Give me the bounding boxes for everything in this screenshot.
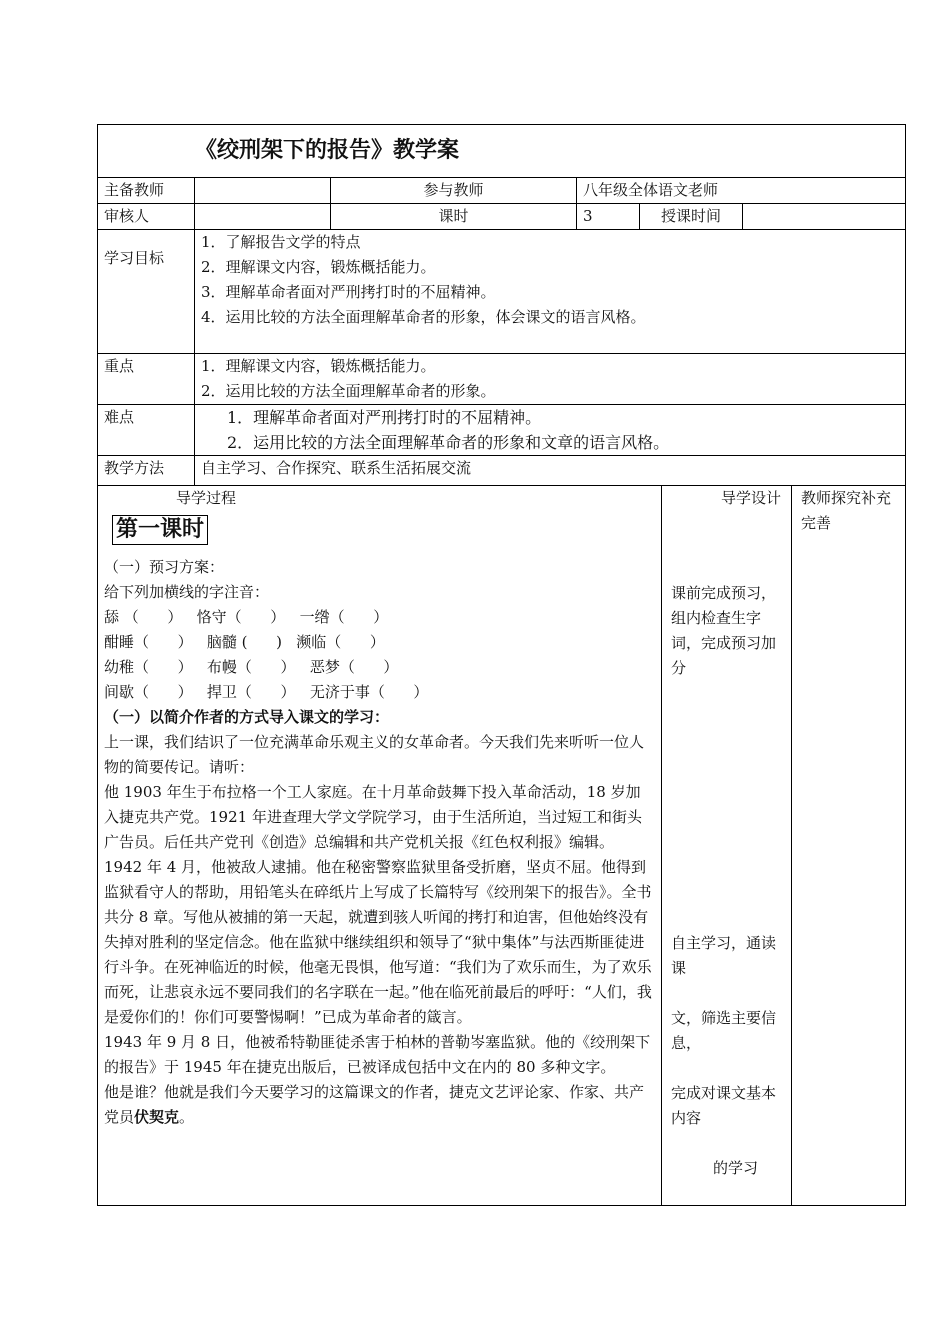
difficulty-item: 2．运用比较的方法全面理解革命者的形象和文章的语言风格。 [227, 433, 670, 452]
paragraph: 1943 年 9 月 8 日，他被希特勒匪徒杀害于柏林的普勒岑塞监狱。他的《绞刑架下的报告》于 1945 年在捷克出版后，已被译成包括中文在内的 80 多种文字。 [104, 1033, 651, 1076]
label-objectives: 学习目标 [98, 230, 195, 354]
author-name: 伏契克 [134, 1108, 180, 1126]
section-title: （一）以简介作者的方式导入课文的学习： [104, 708, 390, 726]
main-teacher-value [195, 178, 331, 204]
label-time: 授课时间 [640, 204, 743, 230]
paragraph-last [104, 1080, 655, 1130]
label-hours: 课时 [331, 204, 577, 230]
pinyin-line: 舔 （ ） 恪守（ ） 一绺（ ） [104, 608, 389, 626]
teacher-column [792, 486, 906, 1206]
paragraph: 他 1903 年生于布拉格一个工人家庭。在十月革命鼓舞下投入革命活动，18 岁加入捷克共产党。1921 年进查理大学文学院学习，由于生活所迫，当过短工和街头广告员。后任共产党刊《创造》总编辑和共产党机关报《红色权利报》编辑。 [104, 783, 642, 851]
key-point-item: 2．运用比较的方法全面理解革命者的形象。 [201, 382, 496, 400]
paragraph: 1942 年 4 月，他被敌人逮捕。他在秘密警察监狱里备受折磨，坚贞不屈。他得到监狱看守人的帮助，用铅笔头在碎纸片上写成了长篇特写《绞刑架下的报告》。全书共分 8 章。写他从被捕的第一天起，就遭到骇人听闻的拷打和迫害，但他始终没有失掉对胜利的坚定信念。他在监狱中继续组织和领导了“狱中集体”与法西斯匪徒进行斗争。在死神临近的时候，他毫无畏惧，他写道：“我们为了欢乐而生，为了欢乐而死，让悲哀永远不要同我们的名字联在一起。”他在临死前最后的呼吁：“人们，我是爱你们的！你们可要警惕啊！”已成为革命者的箴言。 [104, 858, 652, 1026]
key-point-item: 1．理解课文内容，锻炼概括能力。 [201, 357, 436, 375]
paragraph: 上一课，我们结识了一位充满革命乐观主义的女革命者。今天我们先来听听一位人物的简要传记。请听： [104, 733, 645, 776]
objective-item: 1．了解报告文学的特点 [201, 233, 361, 251]
objective-item: 2．理解课文内容，锻炼概括能力。 [201, 258, 436, 276]
label-participants: 参与教师 [331, 178, 577, 204]
label-difficulties: 难点 [98, 405, 195, 456]
process-table [97, 485, 906, 1206]
design-note: 的学习 [713, 1159, 759, 1177]
pinyin-intro: 给下列加横线的字注音： [104, 583, 270, 601]
last-para-suffix: 。 [179, 1108, 195, 1126]
pinyin-line: 酣睡（ ） 脑髓 ( ) 濒临（ ） [104, 633, 385, 651]
hours-value: 3 [577, 204, 640, 230]
design-note: 完成对课文基本内容 [671, 1084, 777, 1127]
process-column [98, 486, 662, 1206]
objective-item: 4．运用比较的方法全面理解革命者的形象，体会课文的语言风格。 [201, 308, 646, 326]
preview-title: （一）预习方案： [104, 558, 225, 576]
design-note: 自主学习，通读课 [671, 934, 777, 977]
process-header: 导学过程 [176, 489, 237, 507]
label-methods: 教学方法 [98, 456, 195, 486]
design-header: 导学设计 [720, 489, 781, 507]
teacher-header: 教师探究补充完善 [801, 489, 892, 532]
reviewer-value [195, 204, 331, 230]
label-main-teacher: 主备教师 [98, 178, 195, 204]
participants-value: 八年级全体语文老师 [577, 178, 906, 204]
time-value [743, 204, 906, 230]
design-note: 文，筛选主要信息， [671, 1009, 777, 1052]
objectives-list [195, 230, 906, 354]
label-key-points: 重点 [98, 354, 195, 405]
last-para-prefix: 他是谁？他就是我们今天要学习的这篇课文的作者，捷克文艺评论家、作家、共产党员 [104, 1083, 645, 1126]
label-reviewer: 审核人 [98, 204, 195, 230]
lesson-title: 第一课时 [112, 515, 208, 545]
design-column [662, 486, 792, 1206]
page-title: 《绞刑架下的报告》教学案 [98, 125, 906, 178]
methods-value: 自主学习、合作探究、联系生活拓展交流 [195, 456, 906, 486]
difficulty-item: 1．理解革命者面对严刑拷打时的不屈精神。 [227, 408, 542, 427]
pinyin-line: 间歇（ ） 捍卫（ ） 无济于事（ ） [104, 683, 429, 701]
objective-item: 3．理解革命者面对严刑拷打时的不屈精神。 [201, 283, 496, 301]
header-table [97, 124, 906, 486]
pinyin-line: 幼稚（ ） 布幔（ ） 恶梦（ ） [104, 658, 399, 676]
lesson-plan [97, 124, 905, 1206]
design-note: 课前完成预习，组内检查生字词，完成预习加分 [671, 584, 777, 677]
key-points-list [195, 354, 906, 405]
difficulties-list [195, 405, 906, 456]
